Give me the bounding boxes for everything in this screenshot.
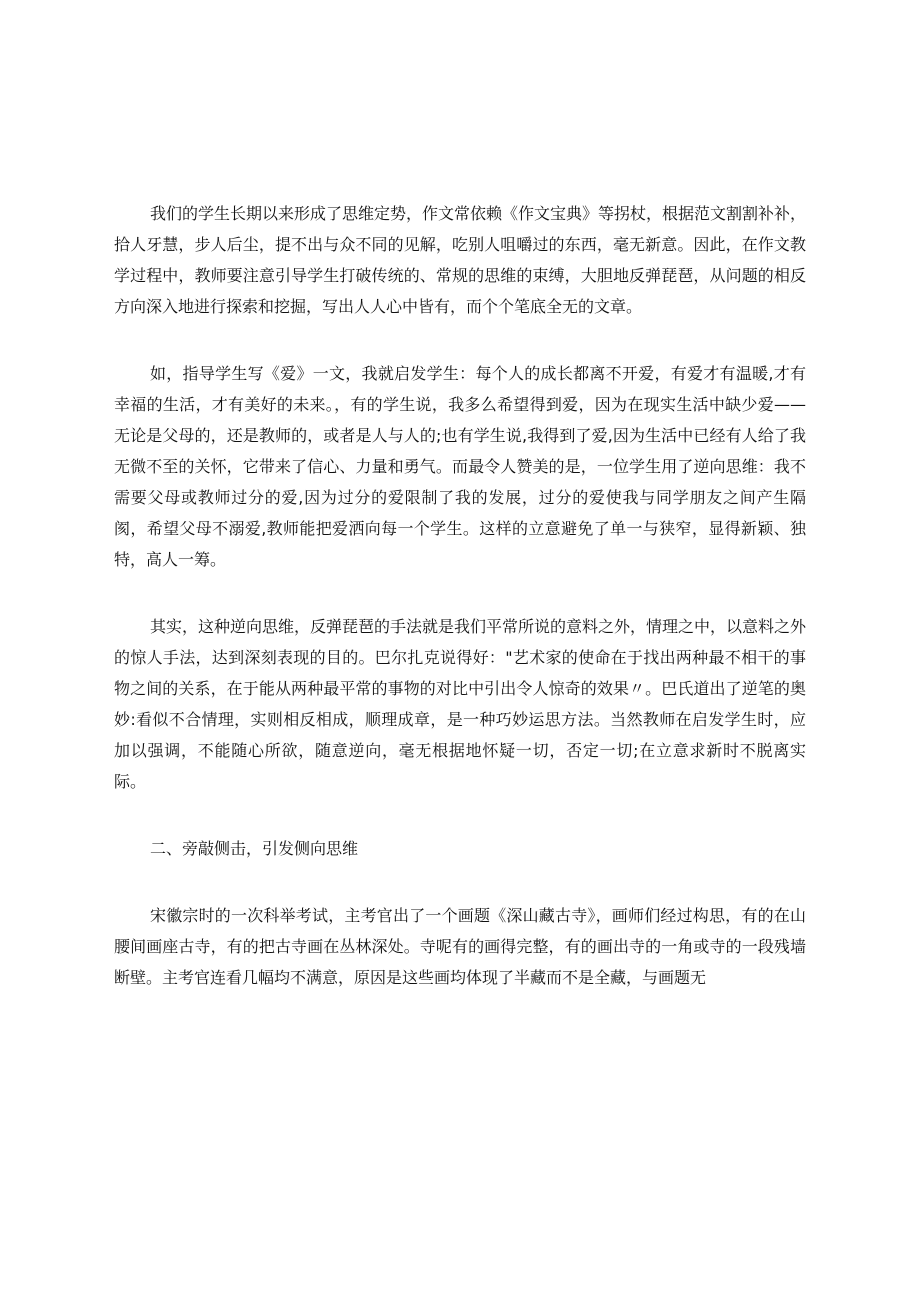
paragraph-reverse-thinking: 其实，这种逆向思维，反弹琵琶的手法就是我们平常所说的意料之外，情理之中，以意料之外的惊人手法，达到深刻表现的目的。巴尔扎克说得好："艺术家的使命在于找出两种最不相干的事物之间的关系，在于能从两种最平常的事物的对比中引出令人惊奇的效果〃。巴氏道出了逆笔的奥妙:看似不合情理，实则相反相成，顺理成章，是一种巧妙运思方法。当然教师在启发学生时，应加以强调，不能随心所欲，随意逆向，毫无根据地怀疑一切，否定一切;在立意求新时不脱离实际。 xyxy=(114,617,807,791)
paragraph-ancient-temple: 宋徽宗时的一次科举考试，主考官出了一个画题《深山藏古寺》，画师们经过构思，有的在山腰间画座古寺，有的把古寺画在丛林深处。寺呢有的画得完整，有的画出寺的一角或寺的一段残墙断壁。主考官连看几幅均不满意，原因是这些画均体现了半藏而不是全藏，与画题无 xyxy=(114,906,806,987)
section-heading: 二、旁敲侧击，引发侧向思维 xyxy=(150,839,359,858)
document-body xyxy=(114,198,806,1029)
paragraph-thinking-set: 我们的学生长期以来形成了思维定势，作文常依赖《作文宝典》等拐杖，根据范文割割补补，拾人牙慧，步人后尘，提不出与众不同的见解，吃别人咀嚼过的东西，毫无新意。因此，在作文教学过程中，教师要注意引导学生打破传统的、常规的思维的束缚，大胆地反弹琵琶，从问题的相反方向深入地进行探索和挖掘，写出人人心中皆有，而个个笔底全无的文章。 xyxy=(114,204,807,316)
paragraph-love-example: 如，指导学生写《爱》一文，我就启发学生：每个人的成长都离不开爱，有爱才有温暖,才有幸福的生活，才有美好的未来。，有的学生说，我多么希望得到爱，因为在现实生活中缺少爱——无论是父母的，还是教师的，或者是人与人的;也有学生说,我得到了爱,因为生活中已经有人给了我无微不至的关怀，它带来了信心、力量和勇气。而最令人赞美的是，一位学生用了逆向思维：我不需要父母或教师过分的爱,因为过分的爱限制了我的发展，过分的爱使我与同学朋友之间产生隔阂，希望父母不溺爱,教师能把爱洒向每一个学生。这样的立意避免了单一与狭窄，显得新颖、独特，高人一筹。 xyxy=(114,364,806,569)
